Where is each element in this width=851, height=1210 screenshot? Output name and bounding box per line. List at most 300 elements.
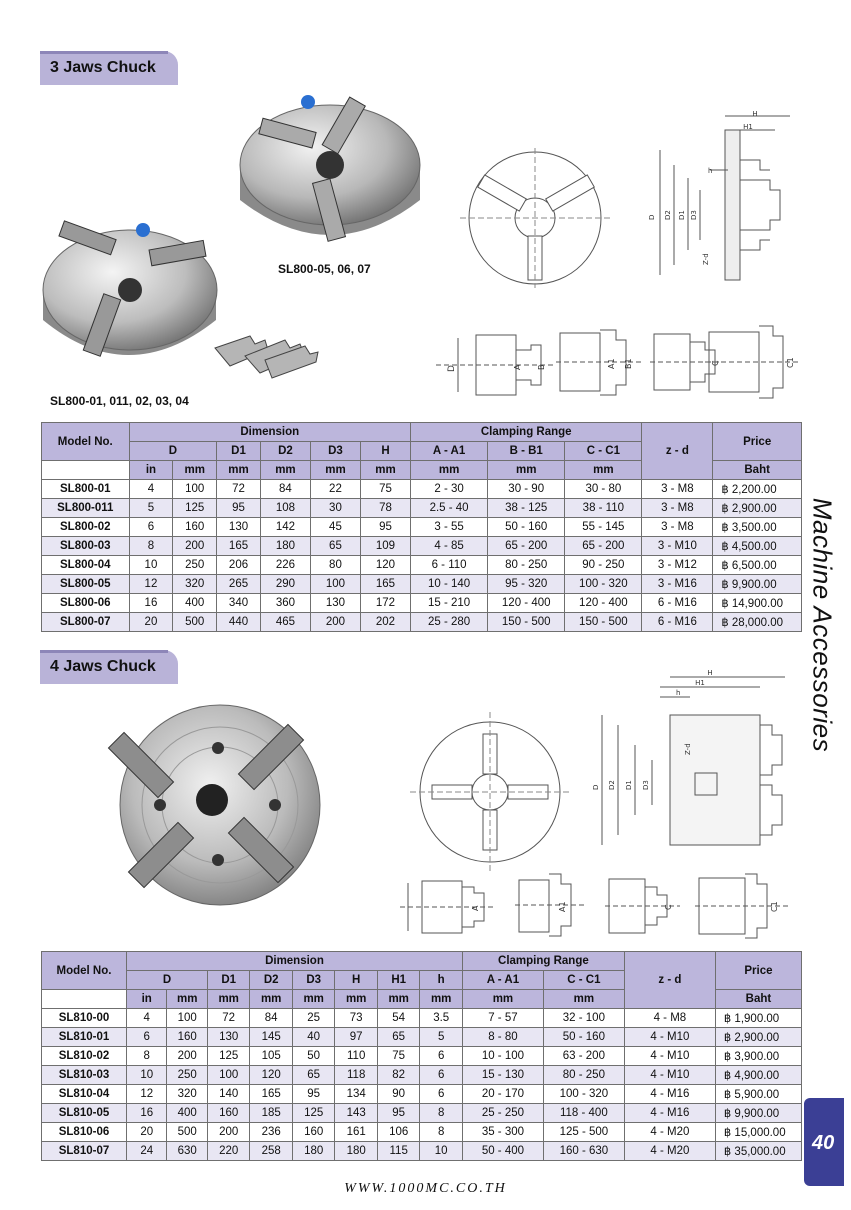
table-cell: 10 - 100 bbox=[462, 1047, 543, 1066]
price-cell: ฿ 1,900.00 bbox=[715, 1009, 801, 1028]
table-cell: 65 bbox=[310, 537, 360, 556]
table-cell: 202 bbox=[360, 613, 410, 632]
table-cell: 100 bbox=[167, 1009, 207, 1028]
table-cell: 30 - 90 bbox=[488, 480, 565, 499]
table-cell: 50 - 400 bbox=[462, 1142, 543, 1161]
table-cell: 320 bbox=[173, 575, 217, 594]
table-row bbox=[42, 518, 802, 537]
table-cell: 172 bbox=[360, 594, 410, 613]
table-cell: 160 bbox=[207, 1104, 250, 1123]
header-D3: D3 bbox=[310, 442, 360, 461]
table-cell: 3 - 55 bbox=[411, 518, 488, 537]
table-cell: 2.5 - 40 bbox=[411, 499, 488, 518]
unit: mm bbox=[420, 990, 463, 1009]
table-cell: 4 - M16 bbox=[624, 1085, 715, 1104]
table-cell: 20 bbox=[129, 613, 173, 632]
table-cell: 130 bbox=[207, 1028, 250, 1047]
table-cell: 120 bbox=[250, 1066, 293, 1085]
label-A: A bbox=[513, 364, 522, 370]
header-C-C1: C - C1 bbox=[565, 442, 642, 461]
header-D: D bbox=[129, 442, 217, 461]
table-cell: 118 - 400 bbox=[543, 1104, 624, 1123]
label-h: h bbox=[708, 167, 713, 175]
table-cell: 5 bbox=[129, 499, 173, 518]
table-cell: 50 - 160 bbox=[488, 518, 565, 537]
model-cell: SL810-01 bbox=[42, 1028, 127, 1047]
table-cell: 134 bbox=[335, 1085, 378, 1104]
label-D: D bbox=[648, 214, 656, 220]
table-cell: 120 bbox=[360, 556, 410, 575]
table-cell: 95 - 320 bbox=[488, 575, 565, 594]
header-D1: D1 bbox=[207, 971, 250, 990]
label-C1: C1 bbox=[770, 901, 779, 912]
header-price: Price bbox=[713, 423, 802, 461]
header-D1: D1 bbox=[217, 442, 261, 461]
label-C: C bbox=[711, 360, 720, 366]
table-cell: 15 - 210 bbox=[411, 594, 488, 613]
table-cell: 15 - 130 bbox=[462, 1066, 543, 1085]
price-cell: ฿ 3,500.00 bbox=[713, 518, 802, 537]
price-cell: ฿ 14,900.00 bbox=[713, 594, 802, 613]
drawing-4jaw-detail-c bbox=[605, 875, 680, 937]
table-cell: 97 bbox=[335, 1028, 378, 1047]
table-cell: 3 - M8 bbox=[642, 480, 713, 499]
price-cell: ฿ 2,900.00 bbox=[715, 1028, 801, 1047]
price-cell: ฿ 5,900.00 bbox=[715, 1085, 801, 1104]
label-B: B bbox=[537, 364, 546, 370]
table-cell: 50 bbox=[292, 1047, 335, 1066]
table-cell: 8 bbox=[420, 1104, 463, 1123]
table-cell: 6 - M16 bbox=[642, 594, 713, 613]
header-A-A1: A - A1 bbox=[462, 971, 543, 990]
label-H: H bbox=[752, 110, 758, 118]
table-cell: 10 - 140 bbox=[411, 575, 488, 594]
table-row bbox=[42, 1028, 802, 1047]
table-cell: 125 bbox=[292, 1104, 335, 1123]
label-Z-d: Z-d bbox=[702, 253, 710, 265]
spare-jaws-image bbox=[210, 318, 320, 380]
price-cell: ฿ 9,900.00 bbox=[715, 1104, 801, 1123]
section-4-jaws-title: 4 Jaws Chuck bbox=[40, 650, 178, 684]
table-row bbox=[42, 575, 802, 594]
table-cell: 6 bbox=[127, 1028, 167, 1047]
model-cell: SL810-00 bbox=[42, 1009, 127, 1028]
drawing-4jaw-side bbox=[590, 665, 790, 865]
table-cell: 4 bbox=[129, 480, 173, 499]
label-D: D bbox=[447, 365, 457, 372]
label-Z-d: Z-d bbox=[684, 743, 692, 755]
table-cell: 500 bbox=[173, 613, 217, 632]
table-cell: 24 bbox=[127, 1142, 167, 1161]
table-cell: 95 bbox=[360, 518, 410, 537]
unit: mm bbox=[411, 461, 488, 480]
table-cell: 80 - 250 bbox=[543, 1066, 624, 1085]
table-row bbox=[42, 1104, 802, 1123]
table-cell: 3 - M10 bbox=[642, 537, 713, 556]
table-cell: 3 - M8 bbox=[642, 518, 713, 537]
header-A-A1: A - A1 bbox=[411, 442, 488, 461]
table-row bbox=[42, 1123, 802, 1142]
table-cell: 220 bbox=[207, 1142, 250, 1161]
unit: mm bbox=[260, 461, 310, 480]
table-cell: 10 bbox=[420, 1142, 463, 1161]
unit: in bbox=[129, 461, 173, 480]
label-D2: D2 bbox=[664, 210, 672, 220]
table-cell: 20 bbox=[127, 1123, 167, 1142]
table-cell: 125 bbox=[207, 1047, 250, 1066]
table-cell: 400 bbox=[173, 594, 217, 613]
model-cell: SL800-01 bbox=[42, 480, 130, 499]
table-cell: 25 - 280 bbox=[411, 613, 488, 632]
header-currency: Baht bbox=[715, 990, 801, 1009]
drawing-3jaw-front bbox=[460, 148, 610, 288]
price-cell: ฿ 2,200.00 bbox=[713, 480, 802, 499]
table-cell: 160 bbox=[173, 518, 217, 537]
unit: mm bbox=[377, 990, 420, 1009]
table-cell: 8 bbox=[127, 1047, 167, 1066]
table-cell: 75 bbox=[377, 1047, 420, 1066]
table-cell: 100 - 320 bbox=[543, 1085, 624, 1104]
table-3-jaws-chuck bbox=[41, 422, 802, 632]
model-cell: SL810-05 bbox=[42, 1104, 127, 1123]
table-cell: 84 bbox=[250, 1009, 293, 1028]
unit: mm bbox=[207, 990, 250, 1009]
table-cell: 142 bbox=[260, 518, 310, 537]
header-z-d: z - d bbox=[642, 423, 713, 480]
table-cell: 4 - M10 bbox=[624, 1047, 715, 1066]
table-cell: 340 bbox=[217, 594, 261, 613]
table-cell: 125 bbox=[173, 499, 217, 518]
table-cell: 38 - 110 bbox=[565, 499, 642, 518]
table-cell: 78 bbox=[360, 499, 410, 518]
caption-sl800-05-07: SL800-05, 06, 07 bbox=[278, 262, 371, 276]
table-cell: 75 bbox=[360, 480, 410, 499]
price-cell: ฿ 4,900.00 bbox=[715, 1066, 801, 1085]
table-cell: 150 - 500 bbox=[565, 613, 642, 632]
table-cell: 630 bbox=[167, 1142, 207, 1161]
unit: mm bbox=[292, 990, 335, 1009]
table-cell: 8 bbox=[420, 1123, 463, 1142]
table-row bbox=[42, 613, 802, 632]
table-cell: 360 bbox=[260, 594, 310, 613]
price-cell: ฿ 15,000.00 bbox=[715, 1123, 801, 1142]
model-cell: SL810-07 bbox=[42, 1142, 127, 1161]
table-cell: 3.5 bbox=[420, 1009, 463, 1028]
table-cell: 65 bbox=[377, 1028, 420, 1047]
table-cell: 30 - 80 bbox=[565, 480, 642, 499]
table-cell: 6 - 110 bbox=[411, 556, 488, 575]
table-cell: 250 bbox=[173, 556, 217, 575]
table-cell: 180 bbox=[292, 1142, 335, 1161]
drawing-3jaw-detail-b bbox=[556, 325, 641, 400]
header-model-no: Model No. bbox=[42, 423, 130, 461]
drawing-4jaw-detail-a bbox=[400, 875, 495, 940]
label-D1: D1 bbox=[625, 780, 633, 790]
header-D: D bbox=[127, 971, 208, 990]
table-cell: 160 bbox=[292, 1123, 335, 1142]
table-cell: 109 bbox=[360, 537, 410, 556]
table-cell: 440 bbox=[217, 613, 261, 632]
table-cell: 150 - 500 bbox=[488, 613, 565, 632]
unit: mm bbox=[250, 990, 293, 1009]
table-cell: 265 bbox=[217, 575, 261, 594]
table-cell: 90 bbox=[377, 1085, 420, 1104]
table-cell: 226 bbox=[260, 556, 310, 575]
table-cell: 180 bbox=[260, 537, 310, 556]
label-D: D bbox=[592, 784, 600, 790]
table-cell: 500 bbox=[167, 1123, 207, 1142]
label-D1: D1 bbox=[678, 210, 686, 220]
label-h: h bbox=[676, 689, 681, 697]
header-D2: D2 bbox=[250, 971, 293, 990]
unit: mm bbox=[335, 990, 378, 1009]
table-cell: 80 - 250 bbox=[488, 556, 565, 575]
table-cell: 200 bbox=[173, 537, 217, 556]
table-cell: 250 bbox=[167, 1066, 207, 1085]
table-cell: 4 - 85 bbox=[411, 537, 488, 556]
table-cell: 6 bbox=[420, 1066, 463, 1085]
label-A: A bbox=[471, 905, 480, 911]
table-cell: 4 - M16 bbox=[624, 1104, 715, 1123]
label-H: H bbox=[707, 669, 713, 677]
header-B-B1: B - B1 bbox=[488, 442, 565, 461]
table-cell: 45 bbox=[310, 518, 360, 537]
table-cell: 8 bbox=[129, 537, 173, 556]
price-cell: ฿ 35,000.00 bbox=[715, 1142, 801, 1161]
table-cell: 6 bbox=[129, 518, 173, 537]
table-cell: 108 bbox=[260, 499, 310, 518]
table-cell: 206 bbox=[217, 556, 261, 575]
table-cell: 80 bbox=[310, 556, 360, 575]
label-A1: A1 bbox=[607, 358, 616, 369]
table-cell: 72 bbox=[207, 1009, 250, 1028]
table-row bbox=[42, 1009, 802, 1028]
header-H: H bbox=[335, 971, 378, 990]
drawing-4jaw-front bbox=[410, 712, 570, 872]
table-cell: 95 bbox=[217, 499, 261, 518]
model-cell: SL810-02 bbox=[42, 1047, 127, 1066]
price-cell: ฿ 9,900.00 bbox=[713, 575, 802, 594]
table-cell: 236 bbox=[250, 1123, 293, 1142]
label-A1: A1 bbox=[558, 901, 567, 912]
table-cell: 143 bbox=[335, 1104, 378, 1123]
header-z-d: z - d bbox=[624, 952, 715, 1009]
table-cell: 200 bbox=[310, 613, 360, 632]
model-cell: SL800-011 bbox=[42, 499, 130, 518]
table-cell: 8 - 80 bbox=[462, 1028, 543, 1047]
drawing-4jaw-detail-b bbox=[515, 870, 585, 940]
model-cell: SL800-06 bbox=[42, 594, 130, 613]
table-row bbox=[42, 499, 802, 518]
header-D3: D3 bbox=[292, 971, 335, 990]
table-cell: 180 bbox=[335, 1142, 378, 1161]
table-cell: 115 bbox=[377, 1142, 420, 1161]
table-cell: 6 bbox=[420, 1085, 463, 1104]
table-cell: 100 bbox=[207, 1066, 250, 1085]
table-cell: 290 bbox=[260, 575, 310, 594]
table-cell: 320 bbox=[167, 1085, 207, 1104]
table-cell: 16 bbox=[127, 1104, 167, 1123]
chuck-4jaw-image bbox=[100, 700, 340, 920]
header-clamping-range: Clamping Range bbox=[462, 952, 624, 971]
unit: mm bbox=[310, 461, 360, 480]
table-cell: 200 bbox=[207, 1123, 250, 1142]
table-cell: 10 bbox=[129, 556, 173, 575]
table-cell: 160 - 630 bbox=[543, 1142, 624, 1161]
page-number-badge bbox=[804, 1098, 844, 1186]
model-cell: SL810-06 bbox=[42, 1123, 127, 1142]
table-row bbox=[42, 1047, 802, 1066]
table-cell: 5 bbox=[420, 1028, 463, 1047]
table-cell: 84 bbox=[260, 480, 310, 499]
model-cell: SL800-07 bbox=[42, 613, 130, 632]
table-cell: 105 bbox=[250, 1047, 293, 1066]
table-cell: 72 bbox=[217, 480, 261, 499]
table-cell: 120 - 400 bbox=[488, 594, 565, 613]
table-cell: 185 bbox=[250, 1104, 293, 1123]
header-model-no: Model No. bbox=[42, 952, 127, 990]
model-cell: SL800-03 bbox=[42, 537, 130, 556]
table-row bbox=[42, 480, 802, 499]
model-cell: SL800-04 bbox=[42, 556, 130, 575]
table-cell: 54 bbox=[377, 1009, 420, 1028]
table-cell: 3 - M12 bbox=[642, 556, 713, 575]
table-cell: 95 bbox=[292, 1085, 335, 1104]
table-cell: 145 bbox=[250, 1028, 293, 1047]
price-cell: ฿ 4,500.00 bbox=[713, 537, 802, 556]
table-cell: 3 - M8 bbox=[642, 499, 713, 518]
table-cell: 82 bbox=[377, 1066, 420, 1085]
table-cell: 25 bbox=[292, 1009, 335, 1028]
unit: mm bbox=[462, 990, 543, 1009]
model-cell: SL810-03 bbox=[42, 1066, 127, 1085]
caption-sl800-01-04: SL800-01, 011, 02, 03, 04 bbox=[50, 394, 189, 408]
table-cell: 90 - 250 bbox=[565, 556, 642, 575]
table-cell: 63 - 200 bbox=[543, 1047, 624, 1066]
price-cell: ฿ 3,900.00 bbox=[715, 1047, 801, 1066]
table-cell: 130 bbox=[217, 518, 261, 537]
header-D2: D2 bbox=[260, 442, 310, 461]
table-cell: 130 bbox=[310, 594, 360, 613]
table-cell: 30 bbox=[310, 499, 360, 518]
table-cell: 165 bbox=[217, 537, 261, 556]
table-cell: 12 bbox=[129, 575, 173, 594]
table-cell: 160 bbox=[167, 1028, 207, 1047]
table-cell: 50 - 160 bbox=[543, 1028, 624, 1047]
table-cell: 6 bbox=[420, 1047, 463, 1066]
table-cell: 38 - 125 bbox=[488, 499, 565, 518]
header-currency: Baht bbox=[713, 461, 802, 480]
table-cell: 140 bbox=[207, 1085, 250, 1104]
unit: mm bbox=[543, 990, 624, 1009]
label-B1: B1 bbox=[624, 358, 633, 369]
unit: in bbox=[127, 990, 167, 1009]
header-price: Price bbox=[715, 952, 801, 990]
unit: mm bbox=[173, 461, 217, 480]
label-D3: D3 bbox=[642, 780, 650, 790]
drawing-3jaw-detail-d bbox=[705, 322, 800, 402]
unit: mm bbox=[217, 461, 261, 480]
table-cell: 3 - M16 bbox=[642, 575, 713, 594]
table-cell: 65 - 200 bbox=[565, 537, 642, 556]
table-cell: 400 bbox=[167, 1104, 207, 1123]
header-dimension: Dimension bbox=[129, 423, 410, 442]
table-cell: 6 - M16 bbox=[642, 613, 713, 632]
label-D3: D3 bbox=[690, 210, 698, 220]
model-cell: SL810-04 bbox=[42, 1085, 127, 1104]
table-cell: 73 bbox=[335, 1009, 378, 1028]
table-cell: 118 bbox=[335, 1066, 378, 1085]
footer-website: WWW.1000MC.CO.TH bbox=[344, 1181, 507, 1196]
label-H1: H1 bbox=[743, 123, 753, 131]
table-cell: 65 - 200 bbox=[488, 537, 565, 556]
table-cell: 465 bbox=[260, 613, 310, 632]
table-cell: 95 bbox=[377, 1104, 420, 1123]
table-cell: 100 bbox=[310, 575, 360, 594]
drawing-3jaw-side bbox=[640, 110, 800, 290]
drawing-4jaw-detail-d bbox=[695, 870, 790, 942]
table-cell: 65 bbox=[292, 1066, 335, 1085]
table-3-jaws-body bbox=[42, 480, 802, 632]
side-title bbox=[807, 497, 838, 753]
table-cell: 110 bbox=[335, 1047, 378, 1066]
model-cell: SL800-02 bbox=[42, 518, 130, 537]
table-cell: 25 - 250 bbox=[462, 1104, 543, 1123]
table-cell: 125 - 500 bbox=[543, 1123, 624, 1142]
table-4-jaws-chuck bbox=[41, 951, 802, 1161]
table-cell: 4 - M8 bbox=[624, 1009, 715, 1028]
table-cell: 165 bbox=[360, 575, 410, 594]
drawing-3jaw-detail-a bbox=[436, 330, 556, 400]
table-cell: 2 - 30 bbox=[411, 480, 488, 499]
table-cell: 35 - 300 bbox=[462, 1123, 543, 1142]
label-C1: C1 bbox=[786, 357, 795, 368]
table-4-jaws-body bbox=[42, 1009, 802, 1161]
unit: mm bbox=[488, 461, 565, 480]
label-D2: D2 bbox=[608, 780, 616, 790]
label-C: C bbox=[664, 904, 673, 910]
chuck-3jaw-large-image bbox=[230, 80, 430, 260]
table-cell: 100 bbox=[173, 480, 217, 499]
header-clamping-range: Clamping Range bbox=[411, 423, 642, 442]
table-cell: 4 bbox=[127, 1009, 167, 1028]
page-number: 40 bbox=[812, 1132, 835, 1154]
table-cell: 161 bbox=[335, 1123, 378, 1142]
table-cell: 4 - M10 bbox=[624, 1028, 715, 1047]
table-cell: 120 - 400 bbox=[565, 594, 642, 613]
label-H1: H1 bbox=[695, 679, 705, 687]
table-row bbox=[42, 1066, 802, 1085]
table-cell: 16 bbox=[129, 594, 173, 613]
table-row bbox=[42, 556, 802, 575]
header-dimension: Dimension bbox=[127, 952, 463, 971]
table-cell: 200 bbox=[167, 1047, 207, 1066]
table-cell: 10 bbox=[127, 1066, 167, 1085]
table-cell: 7 - 57 bbox=[462, 1009, 543, 1028]
header-H: H bbox=[360, 442, 410, 461]
table-cell: 106 bbox=[377, 1123, 420, 1142]
price-cell: ฿ 28,000.00 bbox=[713, 613, 802, 632]
unit: mm bbox=[360, 461, 410, 480]
price-cell: ฿ 2,900.00 bbox=[713, 499, 802, 518]
table-cell: 20 - 170 bbox=[462, 1085, 543, 1104]
side-title-text: Machine Accessories bbox=[807, 497, 838, 753]
table-row bbox=[42, 594, 802, 613]
chuck-3jaw-small-image bbox=[38, 215, 223, 375]
table-cell: 165 bbox=[250, 1085, 293, 1104]
section-3-jaws-title: 3 Jaws Chuck bbox=[40, 51, 178, 85]
table-cell: 22 bbox=[310, 480, 360, 499]
